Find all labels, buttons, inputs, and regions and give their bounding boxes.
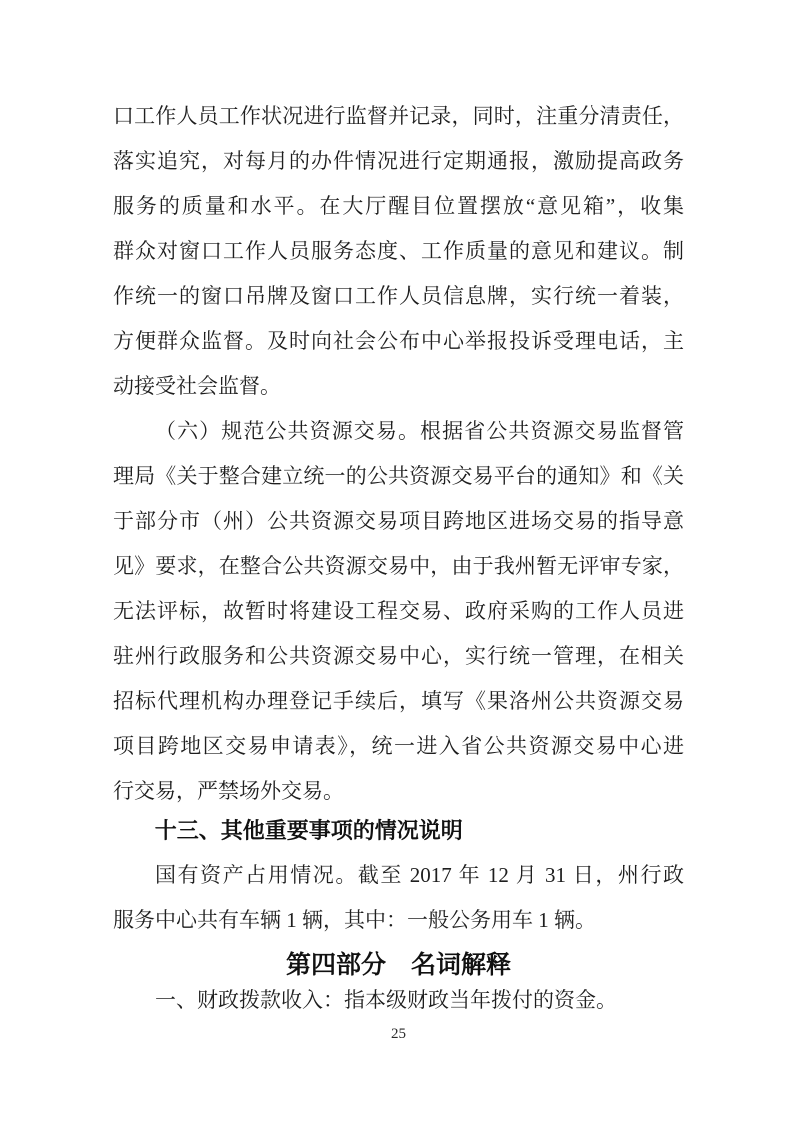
text-line: 行交易，严禁场外交易。 <box>113 779 344 803</box>
part-4-heading: 第四部分 名词解释 <box>285 951 511 979</box>
text-line: 国有资产占用情况。截至 2017 年 12 月 31 日，州行政 <box>155 863 684 887</box>
text-line: 项目跨地区交易申请表》，统一进入省公共资源交易中心进 <box>113 734 684 758</box>
text-line: 招标代理机构办理登记手续后，填写《果洛州公共资源交易 <box>113 689 684 713</box>
text-line: 服务的质量和水平。在大厅醒目位置摆放“意见箱”，收集 <box>113 194 684 218</box>
paragraph-public-resource-trading <box>113 409 684 814</box>
page-number: 25 <box>391 1026 406 1042</box>
text-line: 落实追究，对每月的办件情况进行定期通报，激励提高政务 <box>113 149 684 173</box>
section-13-heading: 十三、其他重要事项的情况说明 <box>154 818 463 843</box>
text-line: 服务中心共有车辆 1 辆，其中：一般公务用车 1 辆。 <box>113 908 596 932</box>
text-line: 理局《关于整合建立统一的公共资源交易平台的通知》和《关 <box>113 464 684 488</box>
text-line: 群众对窗口工作人员服务态度、工作质量的意见和建议。制 <box>113 239 684 263</box>
paragraph-term-definition-1 <box>113 978 684 1023</box>
text-line: 见》要求，在整合公共资源交易中，由于我州暂无评审专家， <box>113 554 684 578</box>
text-line: 作统一的窗口吊牌及窗口工作人员信息牌，实行统一着装， <box>113 284 684 308</box>
text-line: 口工作人员工作状况进行监督并记录，同时，注重分清责任， <box>113 104 684 128</box>
text-line: 动接受社会监督。 <box>113 374 281 398</box>
text-line: 驻州行政服务和公共资源交易中心，实行统一管理，在相关 <box>113 644 684 668</box>
text-line: 无法评标，故暂时将建设工程交易、政府采购的工作人员进 <box>113 599 684 623</box>
text-line: 一、财政拨款收入：指本级财政当年拨付的资金。 <box>155 988 617 1012</box>
text-line: 于部分市（州）公共资源交易项目跨地区进场交易的指导意 <box>113 509 684 533</box>
text-line: （六）规范公共资源交易。根据省公共资源交易监督管 <box>155 419 684 443</box>
text-line: 方便群众监督。及时向社会公布中心举报投诉受理电话，主 <box>113 329 684 353</box>
paragraph-window-staff-supervision <box>113 94 684 409</box>
paragraph-state-asset-usage <box>113 853 684 943</box>
